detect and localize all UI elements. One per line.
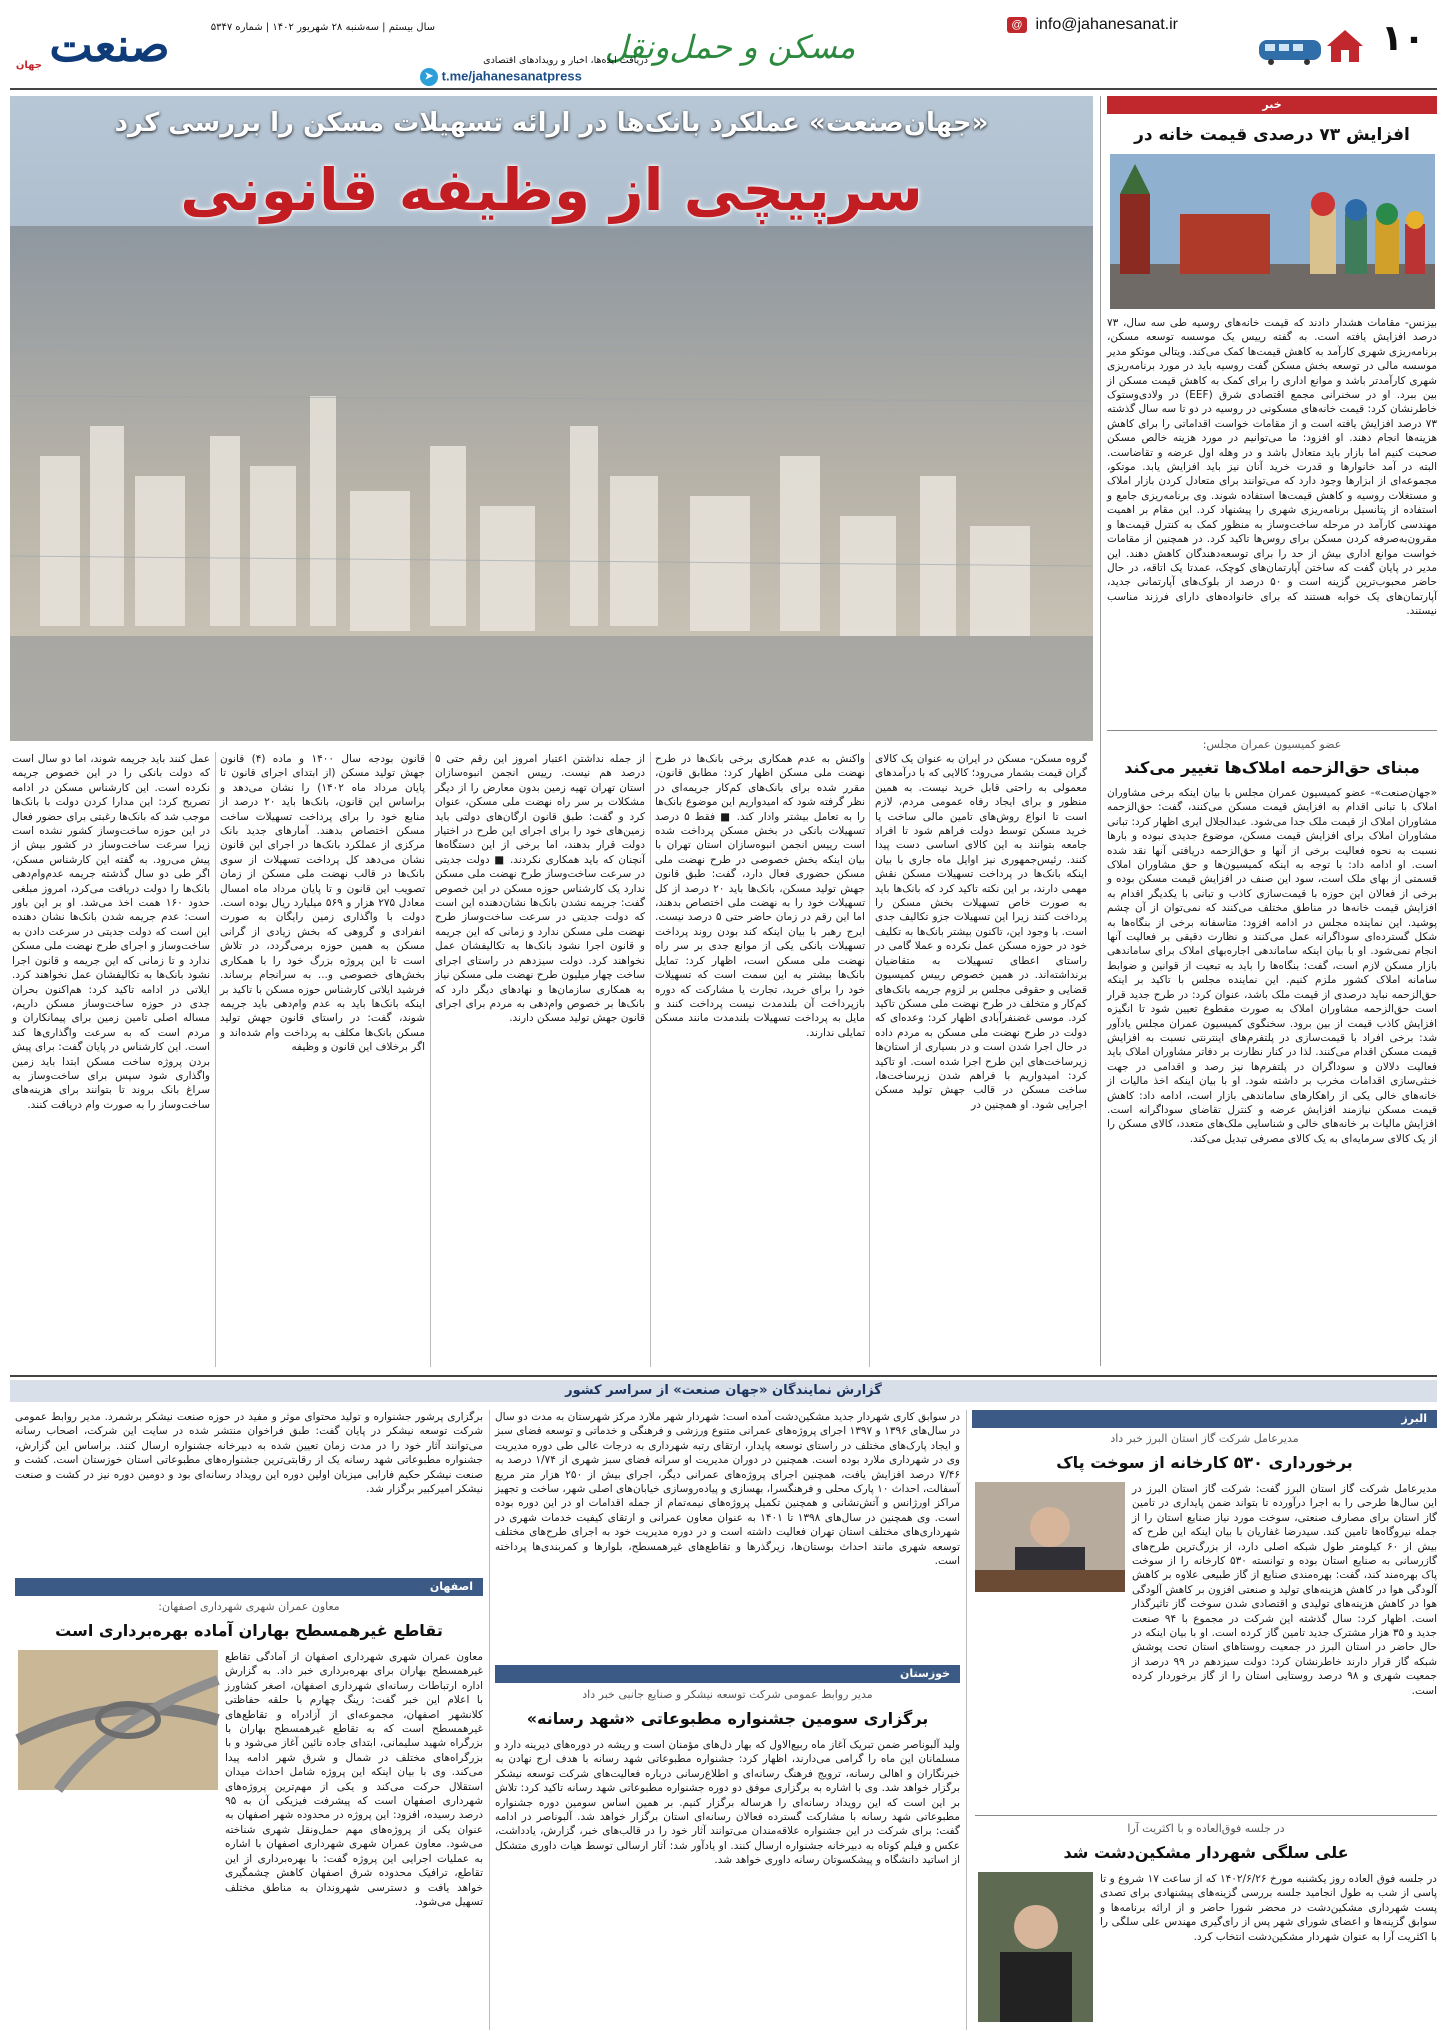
karaj-headline: علی سلگی شهردار مشکین‌دشت شد (1063, 1843, 1349, 1862)
right-top-body-text: برگزاری پرشور جشنواره و تولید محتوای موثر و مفید در حوزه صنعت نیشکر برشمرد. مدیر روابط عمومی شرکت توسعه نیشکر در پایان گفت: طبق فراخوان منتشر شده در سایت این شرکت، اصحاب رسانه می‌توانند آثار خود را در مدت زمان تعیین شده به دبیرخانه جشنواره ارسال کنند. براساس این گزارش، جشنواره مطبوعاتی شهد رسانه یک از رقابتی‌ترین جشنواره‌های مطبوعاتی استان خوزستان است. کشت و صنعت نیشکر حکیم فارابی میزبان اولین دوره این رویداد رسانه‌ای بود و دومین دوره نیز در کشت و صنعت نیشکر امیرکبیر برگزار شد. (15, 1411, 483, 1496)
header-email[interactable] (1007, 16, 1247, 40)
right-top-body (15, 1410, 483, 1570)
main-col-2 (655, 752, 865, 1367)
alborz-headline: برخورداری ۵۳۰ کارخانه از سوخت پاک (1056, 1453, 1353, 1472)
email-text: info@jahanesanat.ir (1035, 16, 1179, 33)
khuzestan-tag-text: خوزستان (900, 1667, 950, 1680)
khuzestan-headline: برگزاری سومین جشنواره مطبوعاتی «شهد رسانه» (526, 1709, 929, 1728)
parliament-kicker: عضو کمیسیون عمران مجلس: (1202, 738, 1342, 751)
telegram-handle: t.me/jahanesanatpress (441, 68, 582, 84)
parliament-body-text: «جهان‌صنعت»- عضو کمیسیون عمران مجلس با بیان اینکه برخی مشاوران املاک با تبانی اقدام به افزایش قیمت مسکن می‌کنند، گفت: حق‌الزحمه مشاوران املاک از قیمت ملک جدا می‌شود. عبدالجلال ایری اظهار کرد: تبانی مشاوران املاک برای افزایش قیمت مسکن، موضوع جدیدی نبوده و بارها نسبت به نحوه فعالیت برخی از آنها و حق‌الزحمه دریافتی آنها نقد شده است. او ادامه داد: با توجه به اینکه کمیسیون‌ها و حق مشاوران املاک قسمتی از بهای ملک است، سود این صنف در افزایش قیمت مسکن بوده و برخی از فعالان این حوزه با قیمت‌سازی کاذب و تبانی با یکدیگر اقدام به افزایش قیمت خانه‌ها در مناطق مختلف می‌کنند که نمی‌توان از آن چشم پوشید. این نماینده مجلس در ادامه افزود: متاسفانه برخی از بنگاه‌ها به شکل گسترده‌ای سوداگرانه عمل می‌کنند و نظارت دقیقی بر فعالیت آنها انجام نمی‌شود. او با بیان اینکه ساماندهی اجاره‌بهای املاک برای ساماندهی بازار مسکن لازم است، گفت: بنگاه‌ها را باید به تبعیت از قوانین و ضوابط سامانه املاک کشور ملزم کنیم. این نماینده مجلس با تاکید بر اینکه حق‌الزحمه نباید درصدی از قیمت ملک باشد، عنوان کرد: در طرح جدید قرار است حق‌الزحمه مشاوران املاک به صورت مقطوع تعیین شود تا انگیزه افزایش کاذب قیمت از بین برود. سخنگوی کمیسیون عمران مجلس یادآور شد: برخی افراد با قیمت‌سازی در پلتفرم‌های اینترنتی نسبت به افزایش قیمت مسکن اقدام می‌کنند. لذا در کنار نظارت بر دفاتر مشاوران املاک باید فعالیت دلالان و سوداگران در پلتفرم‌ها نیز رصد و اقدامی در جهت خنثی‌سازی اقدامات مخرب بر داشته شود. او با بیان اینکه اخذ مالیات از خانه‌های خالی یکی از راهکارهای ساماندهی بازار است، ادامه داد: کاهش قیمت مسکن نیازمند افزایش عرضه و کنترل تقاضای سوداگرانه است. افزایش مالیات بر خانه‌های خالی و شناسایی ملک‌های متعدد، کالای مسکن را از یک کالای سرمایه‌ای به یک کالای مصرفی تبدیل می‌کند. (1107, 787, 1437, 1145)
karaj-kicker: در جلسه فوق‌العاده و با اکثریت آرا (1127, 1822, 1285, 1835)
karaj-body-text: در جلسه فوق العاده روز یکشنبه مورخ ۱۴۰۲/۶/۲۶ که از ساعت ۱۷ شروع و تا پاسی از شب به طول انجامید جلسه بررسی گزینه‌های پیشنهادی برای تصدی پست شهرداری مشکین‌دشت در محضر شورا حاضر و از ارائه برنامه‌ها و سوابق گزینه‌ها و اعضای شورای شهر پس از رای‌گیری مهندس علی سلگی را با اکثریت آرا به عنوان شهردار مشکین‌دشت انتخاب کرد. (1100, 1873, 1437, 1943)
main-col-4-text: قانون بودجه سال ۱۴۰۰ و ماده (۴) قانون جهش تولید مسکن (از ابتدای اجرای قانون تا پایان مرداد ماه ۱۴۰۲) را نشان می‌دهد و براساس این قانون، بانک‌ها باید ۲۰ درصد از منابع خود را برای پرداخت تسهیلات ساخت مسکن اختصاص بدهند. آمارهای جدید بانک مرکزی از عملکرد بانک‌ها در اجرای این قانون نشان می‌دهد کل پرداخت تسهیلات از سوی بانک‌ها در قالب نهضت ملی مسکن از زمان تصویب این قانون و تا پایان مرداد ماه امسال معادل ۲۷۵ هزار و ۵۶۹ میلیارد ریال بوده است. دولت با واگذاری زمین رایگان به صورت انفرادی و گروهی که بخش زیادی از گرانی مسکن به همین حوزه برمی‌گردد، در تلاش است تا این پروژه بزرگ خود را با همکاری بخش‌های خصوصی و... به سرانجام برساند. فرشید ایلاتی کارشناس حوزه مسکن با تاکید بر اینکه بانک‌ها باید به عدم وام‌دهی باید جریمه شوند، گفت: در راستای قانون جهش تولید مسکن بانک‌ها مکلف به پرداخت وام شده‌اند و اگر برخلاف این قانون و وظیفه (220, 753, 426, 1054)
provinces-banner-text: گزارش نمایندگان «جهان صنعت» از سراسر کشور (565, 1383, 882, 1398)
main-headline: سرپیچی از وظیفه قانونی (180, 156, 923, 224)
page-number: ۱۰ (1381, 18, 1425, 59)
isfahan-body-text: معاون عمران شهری شهرداری اصفهان از آمادگی تقاطع غیرهمسطح بهاران برای بهره‌برداری خبر داد. به گزارش اداره ارتباطات رسانه‌ای شهرداری اصفهان، اصغر کشاورز با اعلام این خبر گفت: رینگ چهارم با حلقه حفاظتی کلانشهر اصفهان، مجموعه‌ای از آزادراه و تقاطع‌های غیرهمسطح است که به تقاطع غیرهمسطح بهاران با بزرگراه شهید سلیمانی، ابتدای جاده نائین آغاز می‌شود و با بزرگراه‌های مختلف در شمال و شرق شهر ادامه پیدا می‌کند. وی با بیان اینکه این پروژه شامل احداث میدان استقلال حرکت می‌کند و یکی از مهم‌ترین پروژه‌های شهرداری اصفهان است که پیشرفت فیزیکی آن به ۹۵ درصد رسیده، افزود: این پروژه در محدوده شهر اصفهان به عنوان یکی از پروژه‌های مهم حمل‌ونقل شهری شناخته می‌شود. معاون عمران شهری شهرداری اصفهان با اشاره به عملیات اجرایی این پروژه گفت: با بهره‌برداری از این تقاطع، ترافیک محدوده شرق اصفهان کاهش چشمگیری خواهد یافت و دسترسی شهروندان به مناطق مختلف تسهیل می‌شود. (225, 1651, 483, 1908)
isfahan-tag (15, 1578, 483, 1596)
khuzestan-tag (495, 1665, 960, 1683)
email-icon: @ (1007, 17, 1027, 33)
main-col-4 (220, 752, 425, 1367)
khuzestan-kicker: مدیر روابط عمومی شرکت توسعه نیشکر و صنایع جانبی خبر داد (582, 1688, 873, 1701)
telegram-icon: ➤ (420, 68, 438, 86)
russia-body-text: بیزنس- مقامات هشدار دادند که قیمت خانه‌های روسیه طی سه سال، ۷۳ درصد افزایش یافته است. به گفته رییس یک موسسه توسعه مسکن، برنامه‌ریزی شهری کارآمد به کاهش قیمت‌ها کمک می‌کند. ویتالی موتکو مدیر موسسه مالی در توسعه بخش مسکن گفت روسیه باید در مورد برنامه‌ریزی شهری کارآمدتر باشد و موانع اداری را برای کمک به کاهش قیمت مسکن از بین ببرد. او در سخنرانی مجمع اقتصادی شرق (EEF) در ولادی‌وستوک خاطرنشان کرد: قیمت خانه‌های مسکونی در روسیه در دو تا سه سال گذشته ۷۳ درصد افزایش یافته است و از مقامات خواست اقداماتی را برای کاهش هزینه‌ها انجام دهند. او افزود: ما می‌توانیم در مورد هزینه خالص مسکن صحبت کنیم اما بازار باید متعادل باشد و در وهله اول عرضه و تقاضاست. البته در آمد خانوارها و قدرت خرید آنان نیز باید افزایش یابد. موتکو، مجموعه‌ای از ابزارها وجود دارد که می‌توانند برای متعادل کردن بازار املاک و مستغلات روسیه و کاهش قیمت‌ها استفاده شوند. وی برنامه‌ریزی جامع و استفاده از پتانسیل برنامه‌ریزی شهری را پیشنهاد کرد. این مقام بر اهمیت مهندسی کارآمد در مرحله ساخت‌وساز به منظور کمک به کنترل قیمت‌ها و مقرون‌به‌صرفه کردن مسکن برای روس‌ها تاکید کرد. در همچنین از مقامات خواست موانع اداری بیش از حد را برای توسعه‌دهندگان کاهش دهند. این مدیر در پایان گفت که ساختن آپارتمان‌های کوچک، عمدتا یک اتاقه، در حال حاضر محبوب‌ترین گزینه است و ۵۰ درصد از بلوک‌های آپارتمانی جدید، آپارتمان‌های یک خوابه هستند که برای خانواده‌های دارای فرزند مناسب نیستند. (1107, 317, 1437, 618)
russia-kicker-band (1107, 96, 1437, 114)
isfahan-tag-text: اصفهان (429, 1580, 473, 1593)
section-icon (1257, 22, 1367, 68)
alborz-kicker: مدیرعامل شرکت گاز استان البرز خبر داد (1110, 1432, 1299, 1445)
isfahan-photo (18, 1650, 218, 1790)
russia-headline: افزایش ۷۳ درصدی قیمت خانه در (1134, 125, 1410, 145)
issue-info: سال بیستم | سه‌شنبه ۲۸ شهریور ۱۴۰۲ | شماره ۵۳۴۷ (210, 22, 435, 33)
main-col-3 (435, 752, 645, 1367)
alborz-photo (975, 1482, 1125, 1592)
header-section-title: مسکن و حمل‌ونقل (604, 28, 856, 66)
parliament-headline: مبنای حق‌الزحمه املاک‌ها تغییر می‌کند (1124, 758, 1420, 777)
telegram-link[interactable] (420, 68, 650, 88)
khuzestan-body (495, 1738, 960, 2028)
telegram-line: دریافت ایده‌ها، اخبار و رویدادهای اقتصادی (483, 55, 648, 66)
isfahan-headline: تقاطع غیرهمسطح بهاران آماده بهره‌برداری است (55, 1621, 443, 1640)
logo-sub: جهان (15, 60, 42, 71)
karaj-photo (978, 1872, 1093, 2022)
parliament-body (1107, 786, 1437, 1366)
alborz-body (1132, 1482, 1438, 1697)
main-col-1 (875, 752, 1087, 1367)
main-col-5 (12, 752, 210, 1367)
main-col-5-text: عمل کنند باید جریمه شوند، اما دو سال است که دولت بانکی را در این خصوص جریمه نکرده است. این کارشناس مسکن در ادامه تصریح کرد: این مدارا کردن دولت با بانک‌ها موجب شد که بانک‌ها رغبتی برای حضور فعال در این حوزه ساخت‌وساز کشور نشده است زیرا سرعت ساخت‌وساز در کشور بیش از پیش می‌رود. به گفته این کارشناس مسکن، اگر طی دو سال گذشته جریمه عدم‌وام‌دهی بانک‌ها را دولت دریافت می‌کرد، امروز مبلغی حدود ۱۶۰ همت اخذ می‌شد. او بر این باور است: عدم جریمه شدن بانک‌ها نشان دهنده این است که دولت جدیتی در سرعت دادن به ساخت‌وساز و اجرای طرح نهضت ملی مسکن ندارد و تا زمانی که این جریمه و قانون اجرا نشود بانک‌ها به تکالیفشان عمل نخواهند کرد. ایلاتی در ادامه تاکید کرد: هم‌اکنون بحران جدی در حوزه ساخت‌وساز مسکن داریم، مساله اصلی تامین زمین برای پیمانکاران و مردم است که به سرعت واگذاری‌ها کند است. این کارشناس در پایان گفت: برای پیش بردن پروژه ساخت مسکن ابتدا باید زمین واگذاری شود سپس برای ساخت‌وساز به سراغ بانک بروند تا بتوانند برای هزینه‌های ساخت‌وساز را به صورت وام دریافت کنند. (12, 753, 210, 1111)
alborz-body-text: مدیرعامل شرکت گاز استان البرز گفت: شرکت گاز استان البرز در این سال‌ها طرحی را به اجرا درآورده تا بتواند ضمن پایداری در تامین گاز استان برای مصارف صنعتی، سوخت مورد نیاز صنایع استان را از جمله نیروگاه‌ها تامین کند. سیدرضا غفاریان با بیان اینکه این طرح که بیش از ۶۰ کیلومتر طول شبکه اصلی دارد، از بزرگ‌ترین طرح‌های گازرسانی به صنایع استان بوده و توانسته ۵۳۰ کارخانه را از سوخت پاک بهره‌مند کند، گفت: بهره‌مندی صنایع از گاز طبیعی علاوه بر کاهش آلودگی هوا در کاهش هزینه‌های تولید و صنعتی افزون بر کاهش آلودگی هوا در کاهش هزینه‌های تولیدی و اقتصادی شدن سوخت گاز تاثیرگذار است. اظهار کرد: سال گذشته این شرکت در مجموع با ۹۴ صنعت جدید و ۳۵ هزار مشترک جدید تامین گاز کرده است. او با بیان اینکه در حال حاضر در استان البرز در جمعیت روستاهای استان تحت پوشش شبکه گاز قرار دارند خاطرنشان کرد: دولت سیزدهم در ۹۹ درصد از جمعیت شهری و ۹۸ درصد روستایی استان را از گاز برخوردار کرده است. (1132, 1483, 1438, 1697)
provinces-banner (10, 1380, 1437, 1402)
main-col-2-text: واکنش به عدم همکاری برخی بانک‌ها در طرح نهضت ملی مسکن اظهار کرد: مطابق قانون، مقرر شده برای بانک‌های کم‌کار جریمه‌ای در نظر گرفته شود که امیدواریم این موضوع بانک‌ها را به تعامل بیشتر وادار کند. ■ فقط ۵ درصد تسهیلات بانکی در بخش مسکن پرداخت شده است رییس انجمن انبوه‌سازان استان تهران با بیان اینکه بخش خصوصی در طرح نهضت ملی مسکن حضوری فعال دارد، گفت: طبق قانون جهش تولید مسکن، بانک‌ها باید ۲۰ درصد از کل تسهیلات خود را به نهضت ملی اختصاص بدهند، اما این رقم در زمان حاضر حتی ۵ درصد نیست. ایرج رهبر با بیان اینکه کند بودن روند پرداخت تسهیلات بانکی یکی از موانع جدی بر سر راه نهضت ملی مسکن است، اظهار کرد: تمایل بانک‌ها بیشتر به این سمت است که تسهیلات خود را برای خرید، تجارت یا مشارکت که دوره بازپرداخت آن بلندمدت نیست پرداخت کنند و مایل به پرداخت تسهیلات بلندمدت مانند مسکن تمایلی ندارند. (655, 753, 866, 1039)
main-col-1-text: گروه مسکن- مسکن در ایران به عنوان یک کالای گران قیمت بشمار می‌رود؛ کالایی که با درآمدهای معمولی به راحتی قابل خرید نیست. به همین منظور و برای ایجاد رفاه عمومی مردم، لازم است تا انواع روش‌های تامین مالی ساخت یا خرید مسکن توسط دولت فراهم شود تا افراد جامعه بتوانند به این کالای اساسی دست پیدا کنند. رئیس‌جمهوری نیز اوایل ماه جاری با بیان اینکه بانک‌ها در پرداخت تسهیلات مسکن نقش مهمی دارند، بر این نکته تاکید کرد که بانک‌ها باید به صورت خاص تسهیلات بخش مسکن را پرداخت کنند زیرا این تسهیلات جزو تکالیف جدی است. با وجود این، تاکنون بیشتر بانک‌ها به تکلیف خود در حوزه مسکن عمل نکرده و عملا گامی در راستای اعطای تسهیلات به متقاضیان برنداشته‌اند. در همین خصوص رییس کمیسیون قضایی و حقوقی مجلس بر لزوم جریمه بانک‌های کم‌کار و متخلف در طرح نهضت ملی مسکن تاکید کرد. موسی غضنفرآبادی اظهار کرد: وعده‌ای که دولت در طرح نهضت ملی مسکن به مردم داده در حال اجرا شدن است و در بسیاری از استان‌ها زیرساخت‌های این طرح اجرا شده است. او تاکید کرد: امیدواریم با فراهم شدن زیرساخت‌ها، ساخت مسکن در قالب جهش تولید مسکن اجرایی شود. او همچنین در (875, 753, 1087, 1111)
isfahan-body (225, 1650, 483, 2028)
russia-photo (1110, 154, 1435, 309)
main-col-3-text: از جمله نداشتن اعتبار امروز این رقم حتی ۵ درصد هم نیست. رییس انجمن انبوه‌سازان استان تهران تهیه زمین بدون معارض را از دیگر مشکلات بر سر راه نهضت ملی مسکن، عنوان کرد و گفت: طبق قانون ارگان‌های دولتی باید زمین‌های خود را برای اجرای این طرح در اختیار دولت قرار بدهند، اما برخی از این دستگاه‌ها آنچنان که باید همکاری نکردند. ■ دولت جدیتی در سرعت ساخت‌وساز طرح نهضت ملی مسکن ندارد یک کارشناس حوزه مسکن در این خصوص گفت: جریمه نشدن بانک‌ها نشان‌دهنده این است که دولت جدیتی در سرعت ساخت‌وساز طرح نهضت ملی مسکن ندارد و زمانی که این جریمه ‌و قانون اجرا نشود بانک‌ها به تکالیفشان عمل نخواهند کرد. دولت سیزدهم در راستای اجرای ساخت چهار میلیون طرح نهضت ملی مسکن نیاز به همکاری سازمان‌ها و نهادهای دیگر دارد که بانک‌ها بر خصوص وام‌دهی به مردم برای اجرای قانون جهش تولید مسکن دارند. (435, 753, 645, 1025)
logo-text: صنعت (49, 18, 170, 72)
isfahan-kicker: معاون عمران شهری شهرداری اصفهان: (158, 1600, 340, 1613)
main-kicker: «جهان‌صنعت» عملکرد بانک‌ها در ارائه تسهیلات مسکن را بررسی کرد (114, 108, 989, 138)
isfahan-body-cont (18, 1798, 218, 2028)
page-header (0, 0, 1447, 90)
khuzestan-body-text: ولید آلبوناصر ضمن تبریک آغاز ماه ربیع‌الاول که بهار دل‌های مؤمنان است و ریشه در دوره‌های دیرینه دارد و مسلمانان این ماه را گرامی می‌دارند، اظهار کرد: جشنواره مطبوعاتی شهد رسانه با هدف ارج نهادن به خبرنگاران و اهالی رسانه، ترویج فرهنگ رسانه‌ای و اطلاع‌رسانی درباره فعالیت‌های شرکت توسعه نیشکر برگزار خواهد شد. وی با اشاره به برگزاری موفق دو دوره جشنواره مطبوعاتی شهد رسانه تاکید کرد: تلاش بر این است که این رویداد رسانه‌ای را هرساله برگزار کنیم. بر همین اساس سومین دوره جشنواره مطبوعاتی شهد رسانه با مشارکت گسترده فعالان رسانه‌ای استان برگزار خواهد شد. آلبوناصر در ادامه گفت: برای شرکت در این جشنواره علاقه‌مندان می‌توانند آثار خود را در قالب‌های خبر، گزارش، یادداشت، عکس و فیلم کوتاه به دبیرخانه جشنواره ارسال کنند. او یادآور شد: آثار ارسالی توسط هیات داوری متشکل از اساتید دانشگاه و پیشکسوتان رسانه داوری خواهد شد. (495, 1739, 960, 1867)
russia-kicker: خبر (1262, 98, 1282, 111)
middle-body-text: در سوابق کاری شهردار جدید مشکین‌دشت آمده است: شهردار شهر ملارد مرکز شهرستان به مدت دو سال در سال‌های ۱۳۹۶ و ۱۳۹۷ اجرای پروژه‌های عمرانی متنوع ورزشی و فرهنگی و خدماتی و توسعه فضای سبز و ایجاد پارک‌های مختلف در راستای توسعه پایدار، ارتقای رتبه شهرداری به درجات عالی طی دوره مدیریت وی در شهرداری ملارد بوده است. همچنین در دوران مدیریت او سرانه فضای سبز شهری از ۱/۷۴ درصد به ۷/۴۶ درصد افزایش یافت، همچنین اجرای پروژه‌های عمرانی دیگر، اجرای بیش از ۲۵۰ هزار متر مربع آسفالت، احداث ۱۰ پارک محلی و فرهنگسرا، بهسازی و پیاده‌روسازی خیابان‌های اصلی شهر، ساخت و تجهیز مراکز اورژانس و آتش‌نشانی و همچنین تکمیل پروژه‌های نیمه‌تمام از جمله اقدامات او در این دوره بوده است. وی همچنین در سال‌های ۱۳۹۸ تا ۱۴۰۱ به عنوان معاون عمرانی و ارتقای کیفیت خدمات شهری در شهرداری‌های مختلف استان تهران فعالیت داشته است و در دوره مدیریت خود به اجرای طرح‌های مختلف توسعه شهری مانند احداث بوستان‌ها، زیرگذرها و تقاطع‌های غیرهمسطح، بلوارها و کمربندی‌ها پرداخته است. (495, 1411, 961, 1568)
karaj-body (1100, 1872, 1437, 2027)
alborz-tag-text: البرز (1401, 1412, 1427, 1425)
masthead-logo (12, 14, 187, 82)
middle-body (495, 1410, 960, 1655)
russia-body (1107, 316, 1437, 724)
main-photo (10, 96, 1093, 741)
alborz-tag (972, 1410, 1437, 1428)
alborz-body-cont (975, 1600, 1437, 1810)
